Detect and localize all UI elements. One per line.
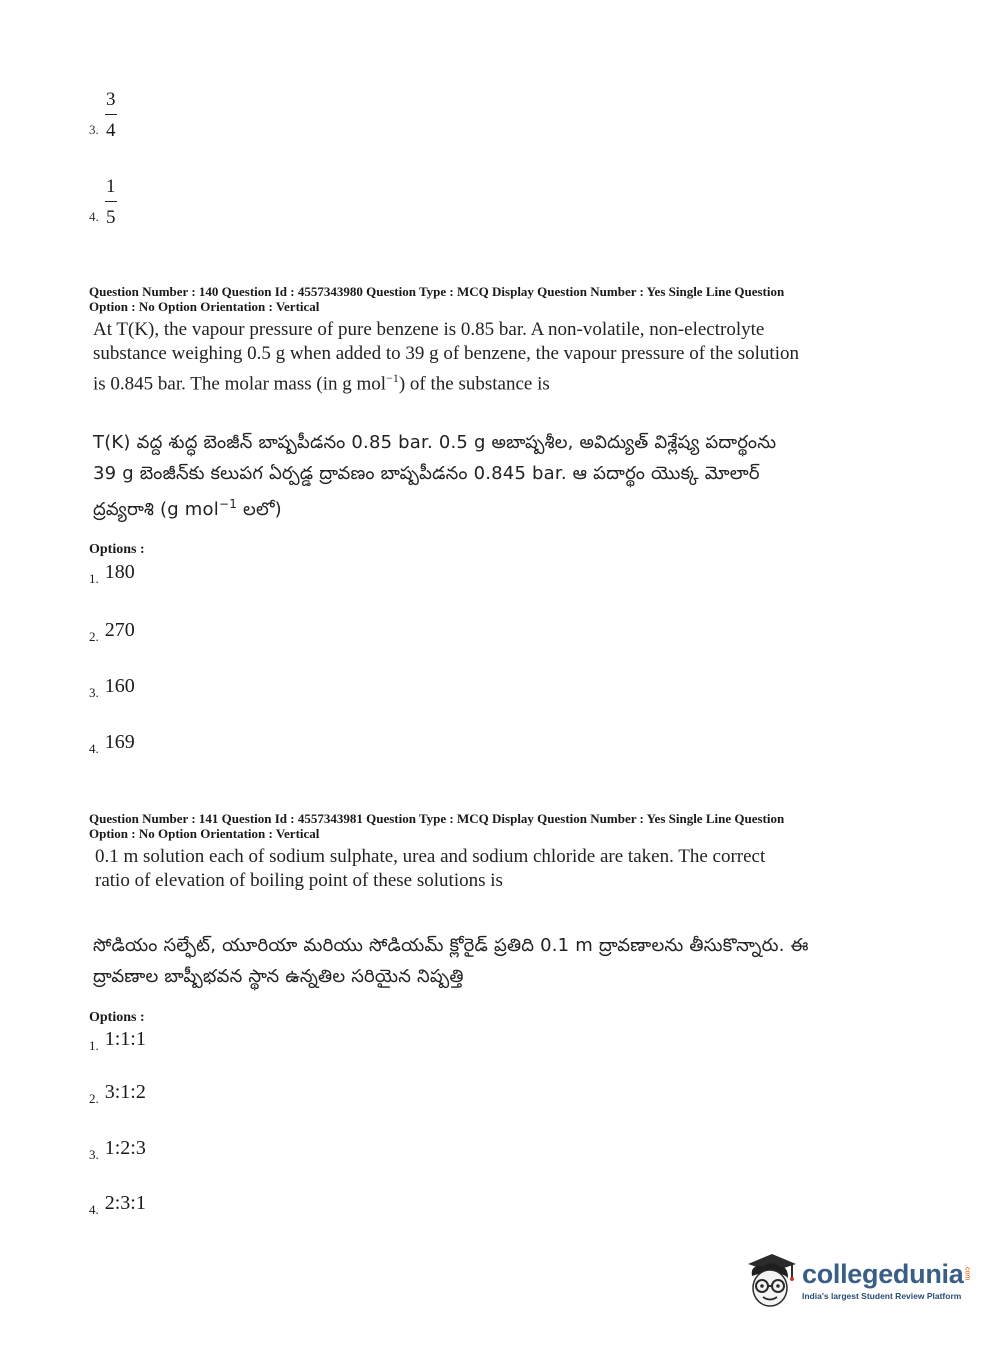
denominator: 5 <box>106 207 116 228</box>
prev-option-3 <box>89 90 117 140</box>
meta-line-1: Question Number : 141 Question Id : 4557343981 Question Type : MCQ Display Question Number : Yes Single Line Question <box>89 811 785 826</box>
stem-line: At T(K), the vapour pressure of pure benzene is 0.85 bar. A non-volatile, non-electrolyte <box>93 319 765 340</box>
stem-line <box>93 489 873 525</box>
option-number: 4. <box>89 1202 99 1217</box>
option-value: 2:3:1 <box>104 1192 146 1214</box>
option-item <box>89 561 135 584</box>
logo-brand-row <box>802 1259 970 1290</box>
question-140-meta <box>89 284 889 314</box>
superscript: −1 <box>386 371 399 385</box>
question-141-meta <box>89 811 889 841</box>
stem-text: ద్రవ్యరాశి (g mol <box>93 499 219 520</box>
option-value: 169 <box>104 731 135 753</box>
question-140-telugu-stem <box>93 427 873 525</box>
options-label: Options : <box>89 542 145 557</box>
option-number: 3. <box>89 122 99 137</box>
superscript: −1 <box>218 497 238 511</box>
numerator: 1 <box>106 176 116 197</box>
stem-line: substance weighing 0.5 g when added to 39 g of benzene, the vapour pressure of the solution <box>93 343 799 364</box>
fraction <box>105 90 117 140</box>
option-item <box>89 1192 146 1215</box>
option-item <box>89 1137 146 1160</box>
stem-text: ) of the substance is <box>398 373 550 395</box>
meta-line-2: Option : No Option Orientation : Vertical <box>89 826 320 841</box>
fraction-bar <box>105 201 117 202</box>
numerator: 3 <box>106 89 116 110</box>
options-label: Options : <box>89 1010 145 1025</box>
fraction <box>105 177 117 227</box>
meta-line-2: Option : No Option Orientation : Vertical <box>89 299 320 314</box>
option-item <box>89 619 135 642</box>
stem-line: 39 g బెంజీన్‌కు కలుపగ ఏర్పడ్డ ద్రావణం బాష్పపీడనం 0.845 bar. ఆ పదార్థం యొక్క మోలార్ <box>93 463 760 484</box>
option-value: 160 <box>104 675 135 697</box>
brand-name: collegedunia <box>802 1259 964 1289</box>
option-item <box>89 731 135 754</box>
option-number: 4. <box>89 741 99 756</box>
stem-line: T(K) వద్ద శుద్ధ బెంజీన్ బాష్పపీడనం 0.85 bar. 0.5 g అబాష్పశీల, అవిద్యుత్ విశ్లేష్య పదార్థంను <box>93 432 777 453</box>
fraction-bar <box>105 114 117 115</box>
option-number: 3. <box>89 1147 99 1162</box>
brand-superscript: .com <box>963 1265 971 1281</box>
stem-text: లలో) <box>237 499 282 520</box>
option-number: 2. <box>89 629 99 644</box>
question-140-english-stem <box>93 318 873 396</box>
option-number: 2. <box>89 1091 99 1106</box>
logo-text <box>802 1259 970 1301</box>
option-number: 4. <box>89 209 99 224</box>
prev-option-4 <box>89 177 117 227</box>
stem-line: 0.1 m solution each of sodium sulphate, urea and sodium chloride are taken. The correct <box>95 846 766 867</box>
option-number: 1. <box>89 571 99 586</box>
question-141-english-stem <box>95 845 875 893</box>
meta-line-1: Question Number : 140 Question Id : 4557343980 Question Type : MCQ Display Question Number : Yes Single Line Question <box>89 284 785 299</box>
option-number: 1. <box>89 1038 99 1053</box>
option-value: 270 <box>104 619 135 641</box>
brand-tagline: India's largest Student Review Platform <box>802 1291 962 1301</box>
question-141-telugu-stem <box>93 930 873 992</box>
stem-line: సోడియం సల్ఫేట్, యూరియా మరియు సోడియమ్ క్లోరైడ్ ప్రతిది 0.1 m ద్రావణాలను తీసుకొన్నారు. ఈ <box>93 935 809 956</box>
stem-line: ద్రావణాల బాష్పీభవన స్థాన ఉన్నతిల సరియైన నిష్పత్తి <box>93 966 464 987</box>
option-number: 3. <box>89 685 99 700</box>
stem-line: ratio of elevation of boiling point of these solutions is <box>95 870 503 891</box>
stem-line <box>93 366 873 396</box>
option-value: 1:2:3 <box>104 1137 146 1159</box>
mascot-icon <box>742 1250 798 1310</box>
option-value: 1:1:1 <box>104 1028 146 1050</box>
option-value: 3:1:2 <box>104 1081 146 1103</box>
option-item <box>89 1028 146 1051</box>
option-value: 180 <box>104 561 135 583</box>
option-item <box>89 675 135 698</box>
option-item <box>89 1081 146 1104</box>
denominator: 4 <box>106 120 116 141</box>
stem-text: is 0.845 bar. The molar mass (in g mol <box>93 373 387 395</box>
collegedunia-logo <box>742 1250 970 1310</box>
